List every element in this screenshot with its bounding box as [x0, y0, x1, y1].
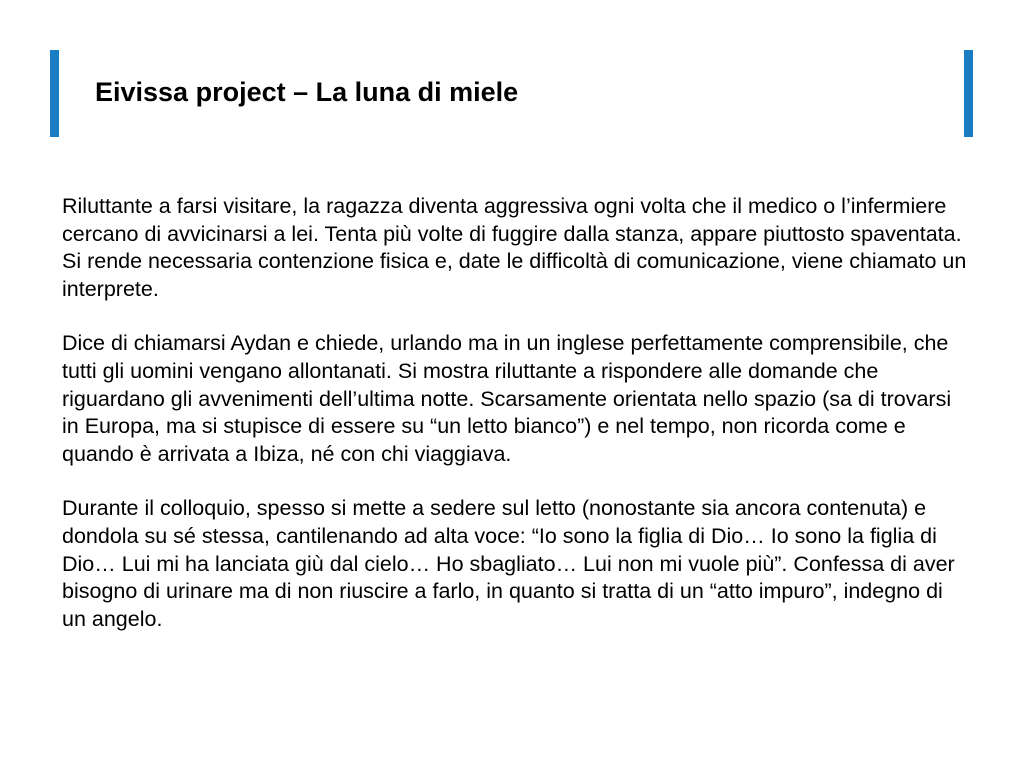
paragraph-3: Durante il colloquio, spesso si mette a sedere sul letto (nonostante sia ancora contenuta) e dondola su sé stessa, cantilenando ad alta voce: “Io sono la figlia di Dio… Io sono la figlia di Dio… Lui mi ha lanciata giù dal cielo… Ho sbagliato… Lui non mi vuole più”. Confessa di aver bisogno di urinare ma di non riuscire a farlo, in quanto si tratta di un “atto impuro”, indegno di un angelo. [62, 496, 955, 631]
slide-title: Eivissa project – La luna di miele [95, 77, 519, 107]
paragraph-2: Dice di chiamarsi Aydan e chiede, urlando ma in un inglese perfettamente comprensibile, che tutti gli uomini vengano allontanati. Si mostra riluttante a rispondere alle domande che riguardano gli avvenimenti dell’ultima notte. Scarsamente orientata nello spazio (sa di trovarsi in Europa, ma si stupisce di essere su “un letto bianco”) e nel tempo, non ricorda come e quando è arrivata a Ibiza, né con chi viaggiava. [62, 331, 952, 466]
right-accent-bar [964, 50, 973, 137]
paragraph-1: Riluttante a farsi visitare, la ragazza diventa aggressiva ogni volta che il medico o l’infermiere cercano di avvicinarsi a lei. Tenta più volte di fuggire dalla stanza, appare piuttosto spaventata. Si rende necessaria contenzione fisica e, date le difficoltà di comunicazione, viene chiamato un interprete. [62, 194, 967, 301]
slide-body [62, 193, 972, 660]
left-accent-bar [50, 50, 59, 137]
